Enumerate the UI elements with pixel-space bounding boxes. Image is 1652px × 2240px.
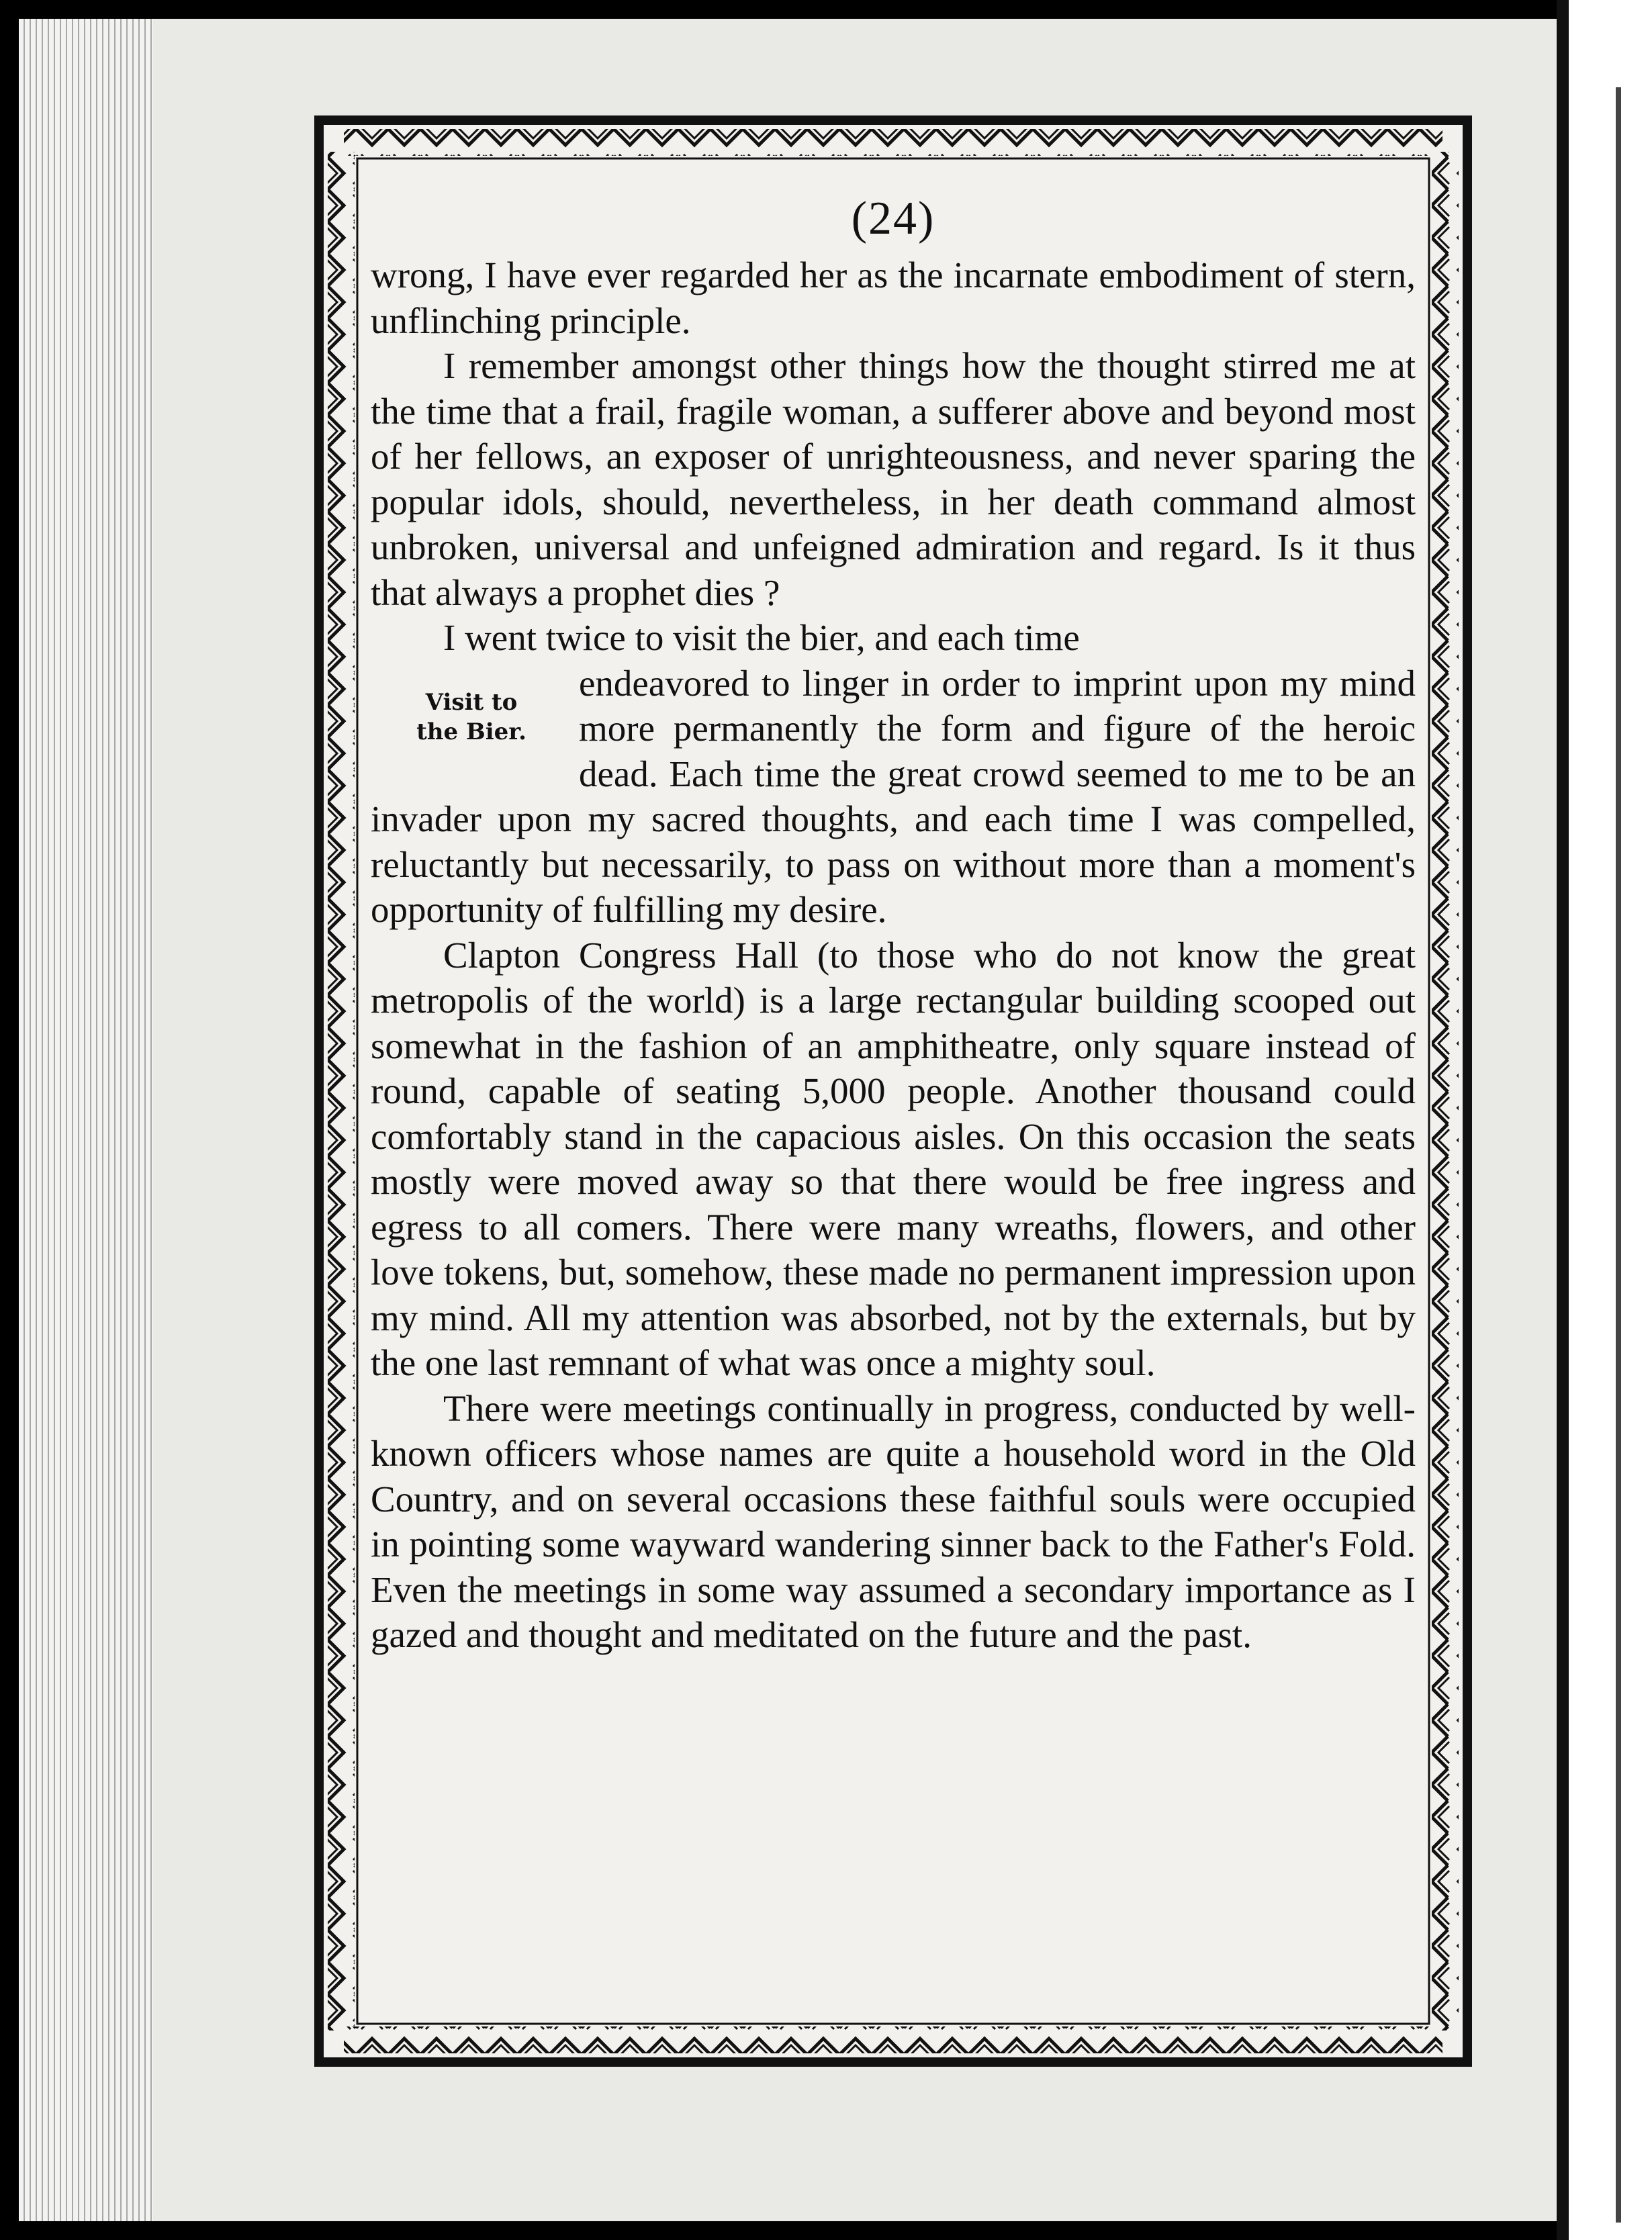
- body-text: [371, 252, 1416, 1658]
- paragraph-3-first-line: I went twice to visit the bier, and each time: [443, 617, 1080, 658]
- paragraph-4: Clapton Congress Hall (to those who do not know the great metropolis of the world) is a large rectangular building scooped out somewhat in the fashion of an amphitheatre, only square instead of round, capable of seating 5,000 people. Another thousand could comfortably stand in the capacious aisles. On this occasion the seats mostly were moved away so that there would be free ingress and egress to all comers. There were many wreaths, flowers, and other love tokens, but, somehow, these made no permanent impression upon my mind. All my attention was absorbed, not by the externals, but by the one last remnant of what was once a mighty soul.: [371, 934, 1416, 1383]
- decorative-frame: [314, 115, 1472, 2067]
- page-number: (24): [851, 193, 935, 244]
- margin-note-line-1: Visit to: [425, 688, 518, 716]
- book-gutter: [1557, 0, 1569, 2240]
- margin-note: [371, 688, 572, 778]
- stacked-page-edges: [19, 19, 153, 2221]
- adjacent-page: [1557, 0, 1652, 2240]
- paragraph-5: There were meetings continually in progress, conducted by well-known officers whose names are quite a household word in the Old Country, and on several occasions these faithful souls were occupied in pointing some wayward wandering sinner back to the Father's Fold. Even the meetings in some way assumed a secondary importance as I gazed and thought and meditated on the future and the past.: [371, 1387, 1416, 1655]
- paragraph-3-rest: endeavored to linger in order to imprint upon my mind more permanently the form and figure of the heroic dead. Each time the great crowd seemed to me to be an invader upon my sacred thoughts, and each time I was compelled, reluctantly but necessarily, to pass on without more than a moment's opportunity of fulfilling my desire.: [371, 662, 1416, 930]
- paragraph-1: wrong, I have ever regarded her as the incarnate embodiment of stern, unflinching principle.: [371, 254, 1416, 341]
- margin-note-line-2: the Bier.: [416, 718, 526, 745]
- paragraph-2: I remember amongst other things how the thought stirred me at the time that a frail, fragile woman, a sufferer above and beyond most of her fellows, an exposer of unrighteousness, and never sparing the popular idols, should, nevertheless, in her death command almost unbroken, universal and unfeigned admiration and regard. Is it thus that always a prophet dies ?: [371, 345, 1416, 613]
- adjacent-page-edge: [1616, 87, 1621, 2223]
